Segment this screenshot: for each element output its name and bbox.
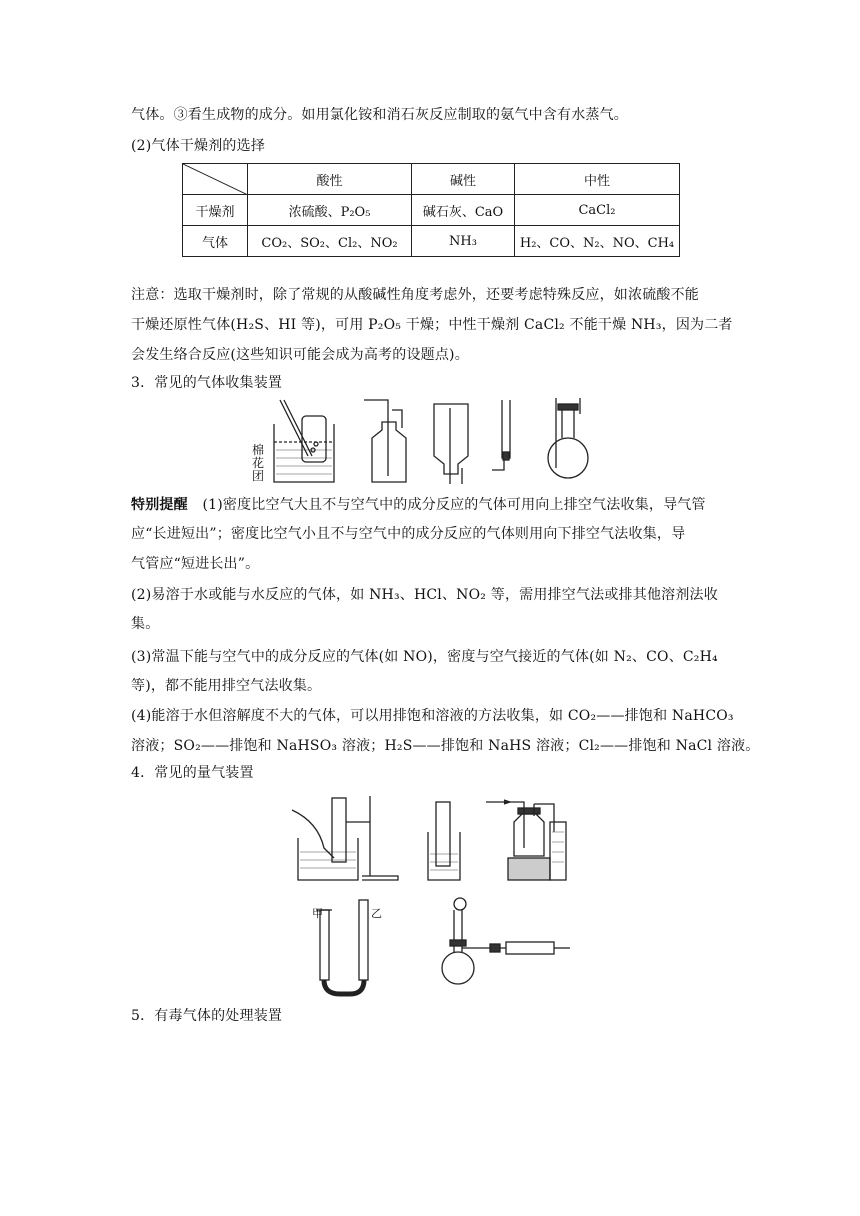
header-neutral: 中性 (515, 164, 680, 195)
note-line: 会发生络合反应(这些知识可能会成为高考的设题点)。 (131, 347, 469, 363)
tip-label: 特别提醒 (131, 497, 188, 513)
header-acidic: 酸性 (248, 164, 412, 195)
table-cell: 碱石灰、CaO (412, 195, 515, 226)
row-label: 干燥剂 (183, 195, 248, 226)
table-row (183, 195, 680, 226)
paragraph-line: (4)能溶于水但溶解度不大的气体，可以用排饱和溶液的方法收集，如 CO₂——排饱和 NaHCO₃ (131, 708, 734, 724)
paragraph-line: (2)易溶于水或能与水反应的气体，如 NH₃、HCl、NO₂ 等，需用排空气法或排其他溶剂法收 (131, 587, 718, 603)
cotton-char: 花 (252, 456, 265, 470)
tip-line: 气管应“短进长出”。 (131, 556, 260, 572)
section-heading: 5．有毒气体的处理装置 (131, 1008, 283, 1024)
diagonal-header-cell (183, 164, 248, 195)
label-yi: 乙 (371, 907, 382, 920)
note-line: 干燥还原性气体(H₂S、HI 等)，可用 P₂O₅ 干燥；中性干燥剂 CaCl₂ 不能干燥 NH₃，因为二者 (131, 317, 733, 333)
gas-measuring-figure-top (288, 792, 578, 882)
diagonal-line (183, 164, 248, 195)
table-cell: 浓硫酸、P₂O₅ (248, 195, 412, 226)
tip-text: (1)密度比空气大且不与空气中的成分反应的气体可用向上排空气法收集，导气管 (202, 497, 706, 513)
table-cell: CaCl₂ (515, 195, 680, 226)
table-cell: H₂、CO、N₂、NO、CH₄ (515, 226, 680, 257)
header-basic: 碱性 (412, 164, 515, 195)
gas-collection-figure (272, 398, 592, 486)
row-label: 气体 (183, 226, 248, 257)
section-heading: 3．常见的气体收集装置 (131, 375, 283, 391)
tip-line: 应“长进短出”；密度比空气小且不与空气中的成分反应的气体则用向下排空气法收集，导 (131, 526, 686, 542)
paragraph-line: 集。 (131, 616, 160, 632)
cotton-char: 棉 (252, 443, 265, 457)
gas-measuring-figure-bottom (310, 890, 590, 998)
cotton-label (252, 444, 264, 483)
note-line: 注意：选取干燥剂时，除了常规的从酸碱性角度考虑外，还要考虑特殊反应，如浓硫酸不能 (131, 287, 699, 303)
cotton-char: 团 (252, 469, 265, 483)
text-line: 气体。③看生成物的成分。如用氯化铵和消石灰反应制取的氨气中含有水蒸气。 (131, 107, 628, 123)
table-cell: NH₃ (412, 226, 515, 257)
label-jia: 甲 (312, 907, 323, 920)
paragraph-line: 溶液；SO₂——排饱和 NaHSO₃ 溶液；H₂S——排饱和 NaHS 溶液；Cl₂——排饱和 NaCl 溶液。 (131, 738, 760, 754)
paragraph-line: (3)常温下能与空气中的成分反应的气体(如 NO)，密度与空气接近的气体(如 N₂、CO、C₂H₄ (131, 649, 718, 665)
section-heading: (2)气体干燥剂的选择 (131, 138, 266, 154)
paragraph-line: 等)，都不能用排空气法收集。 (131, 678, 322, 694)
desiccant-table (182, 163, 680, 257)
tip-line (131, 494, 739, 514)
table-row (183, 226, 680, 257)
section-heading: 4．常见的量气装置 (131, 765, 254, 781)
table-cell: CO₂、SO₂、Cl₂、NO₂ (248, 226, 412, 257)
